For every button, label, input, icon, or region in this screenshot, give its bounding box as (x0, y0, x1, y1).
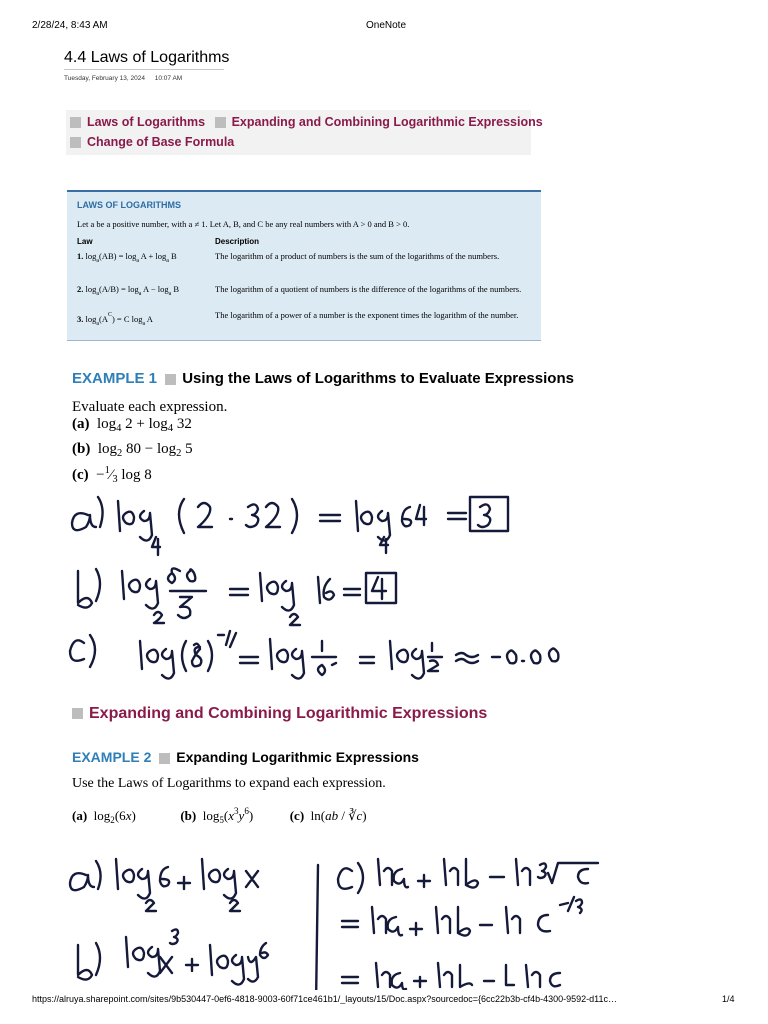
part-label: (c) (289, 808, 305, 823)
law-number: 1. (77, 251, 84, 261)
part-label: (b) (72, 441, 91, 457)
law-3-formula: 3. $\log_a(A^C) = C$ $\log_a A$ (77, 312, 153, 327)
example1-part-a: (a) $\log_4 2 + \log_4 32$ (72, 416, 192, 434)
laws-intro: Let a be a positive number, with a ≠ 1. Let A, B, and C be any real numbers with A > 0 and B > 0. (77, 219, 410, 229)
part-label: (b) (180, 808, 197, 823)
square-bullet-icon (70, 137, 81, 148)
law-1-description: The logarithm of a product of numbers is the sum of the logarithms of the numbers. (215, 251, 500, 261)
law-number: 2. (77, 284, 84, 294)
page-title: 4.4 Laws of Logarithms (64, 49, 230, 66)
law-2-description: The logarithm of a quotient of numbers is the difference of the logarithms of the numbers. (215, 284, 522, 294)
title-underline (64, 69, 224, 70)
law-1-formula: 1. $\log_a(AB) = \log_a A + \log_a B$ (77, 251, 177, 264)
square-bullet-icon (215, 117, 226, 128)
link-expanding-combining[interactable]: Expanding and Combining Logarithmic Expressions (231, 115, 543, 129)
print-app-name: OneNote (366, 20, 407, 31)
page-date-text: Tuesday, February 13, 2024 (64, 75, 145, 82)
link-laws-of-logarithms[interactable]: Laws of Logarithms (87, 115, 206, 129)
handwriting-example1 (60, 485, 580, 685)
square-bullet-icon (159, 753, 170, 764)
section2-heading (72, 705, 487, 723)
law-2-formula: 2. $\log_a(A/B) = \log_a A - \log_a B$ (77, 284, 180, 297)
example2-heading (72, 749, 419, 765)
example2-parts: (a) $\log_2(6x)$ (b) $\log_5(x^3y^6)$ (c) ln(ab / ∛c) (72, 806, 367, 825)
square-bullet-icon (165, 374, 176, 385)
example2-title: Expanding Logarithmic Expressions (176, 749, 419, 765)
example1-prompt: Evaluate each expression. (72, 399, 228, 415)
law-3-description: The logarithm of a power of a number is the exponent times the logarithm of the number. (215, 310, 519, 320)
example2-prompt: Use the Laws of Logarithms to expand each expression. (72, 776, 386, 791)
print-footer-url: https://alruya.sharepoint.com/sites/9b530447-0ef6-4818-9003-60f71ce461b1/_layouts/15/Doc.aspx?sourcedoc={6cc22b3b-cf4b-4300-9592-d11c… (32, 994, 617, 1004)
col-header-description: Description (215, 237, 260, 246)
example1-heading (72, 370, 574, 387)
example1-title: Using the Laws of Logarithms to Evaluate Expressions (182, 370, 574, 387)
square-bullet-icon (72, 708, 83, 719)
page-date (64, 75, 182, 82)
laws-table (67, 190, 541, 341)
part-label: (a) (72, 416, 90, 432)
laws-heading: LAWS OF LOGARITHMS (77, 200, 181, 210)
print-page-number: 1/4 (722, 994, 735, 1004)
part-label: (a) (72, 808, 88, 823)
example1-part-c: $(c) -^1⁄_3$ log 8 (72, 465, 152, 485)
section-links-bar (66, 110, 543, 155)
section2-title: Expanding and Combining Logarithmic Expressions (89, 705, 488, 722)
print-datetime: 2/28/24, 8:43 AM (32, 20, 108, 31)
handwriting-example2 (60, 845, 620, 990)
part-label: (c) (72, 467, 89, 483)
law-number: 3. (77, 314, 84, 324)
col-header-law: Law (77, 237, 93, 246)
page-time-text: 10:07 AM (154, 75, 183, 82)
example1-label: EXAMPLE 1 (72, 370, 158, 387)
example2-label: EXAMPLE 2 (72, 749, 152, 765)
example1-part-b: (b) $\log_2 80 - \log_2 5$ (72, 441, 193, 459)
link-change-of-base[interactable]: Change of Base Formula (87, 135, 235, 149)
square-bullet-icon (70, 117, 81, 128)
